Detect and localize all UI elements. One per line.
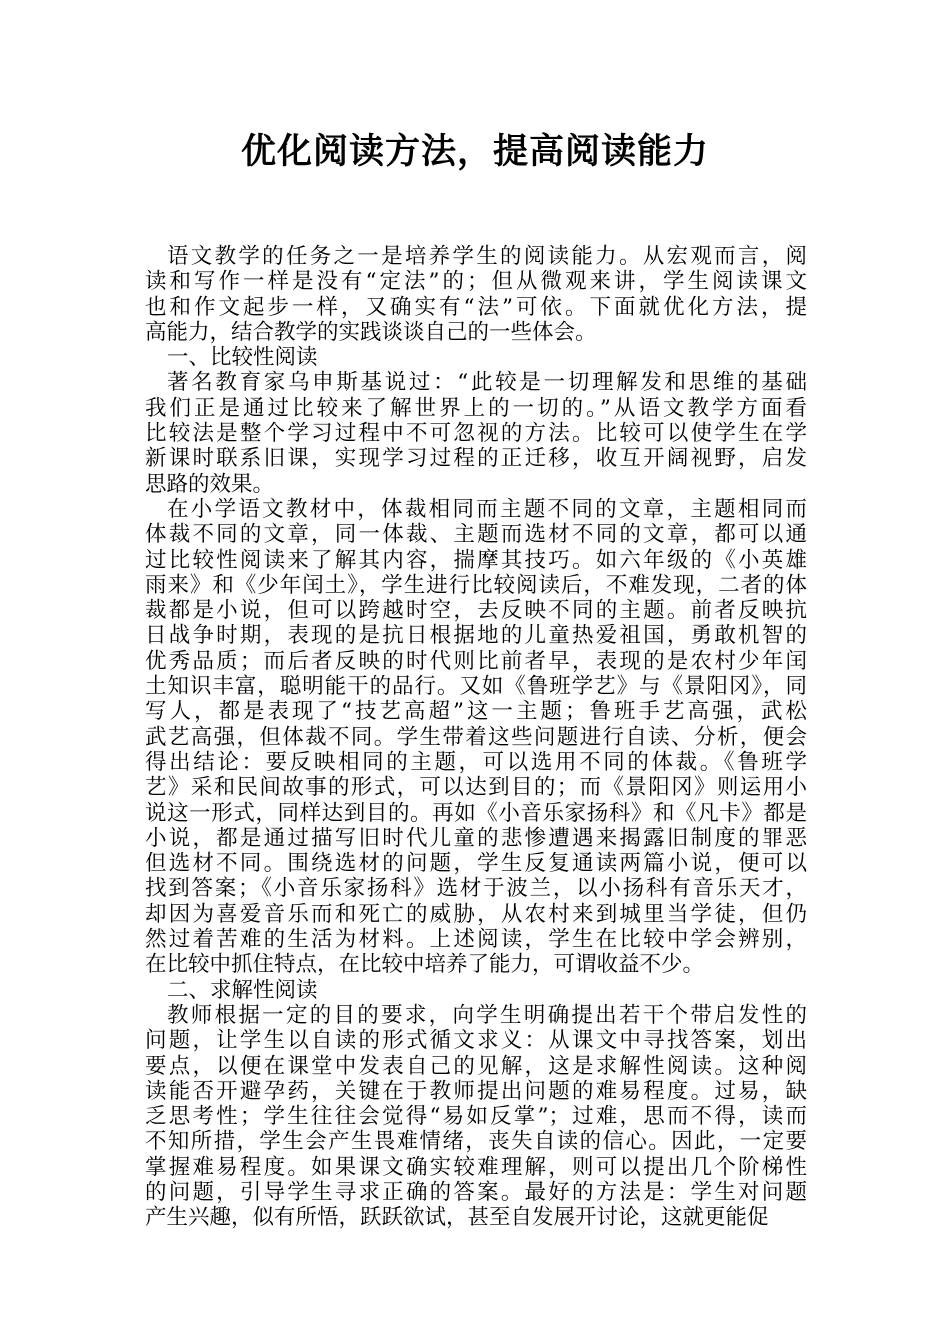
text-line: 产生兴趣，似有所悟，跃跃欲试，甚至自发展开讨论，这就更能促 <box>145 1205 769 1231</box>
text-line: 要点，以便在课堂中发表自己的见解，这是求解性阅读。这种阅 <box>145 1053 807 1079</box>
text-line: 乏思考性；学生往往会觉得“易如反掌”；过难，思而不得，读而 <box>145 1104 807 1130</box>
text-line: 雨来》和《少年闰土》，学生进行比较阅读后，不难发现，二者的体 <box>145 572 807 598</box>
text-line: 思路的效果。 <box>145 471 275 497</box>
heading-text: 二、求解性阅读 <box>167 977 318 1003</box>
text-line: 但选材不同。围绕选材的问题，学生反复通读两篇小说，便可以 <box>145 851 807 877</box>
text-line: 教师根据一定的目的要求，向学生明确提出若干个带启发性的 <box>167 1002 807 1028</box>
text-line: 然过着苦难的生活为材料。上述阅读，学生在比较中学会辨别， <box>145 927 807 953</box>
text-line: 过比较性阅读来了解其内容，揣摩其技巧。如六年级的《小英雄 <box>145 547 807 573</box>
text-line: 在小学语文教材中，体裁相同而主题不同的文章，主题相同而 <box>167 496 807 522</box>
text-line: 高能力，结合教学的实践谈谈自己的一些体会。 <box>145 319 597 345</box>
section-heading <box>145 978 807 1003</box>
text-line: 却因为喜爱音乐而和死亡的威胁，从农村来到城里当学徒，但仍 <box>145 901 807 927</box>
text-line: 的问题，引导学生寻求正确的答案。最好的方法是：学生对问题 <box>145 1179 807 1205</box>
text-line: 不知所措，学生会产生畏难情绪，丧失自读的信心。因此，一定要 <box>145 1129 807 1155</box>
text-line: 日战争时期，表现的是抗日根据地的儿童热爱祖国，勇敢机智的 <box>145 623 807 649</box>
paragraph <box>145 497 807 978</box>
document-body <box>145 244 807 1231</box>
text-line: 裁都是小说，但可以跨越时空，去反映不同的主题。前者反映抗 <box>145 598 807 624</box>
paragraph <box>145 1003 807 1231</box>
text-line: 我们正是通过比较来了解世界上的一切的。”从语文教学方面看 <box>145 395 807 421</box>
paragraph <box>145 370 807 496</box>
text-line: 艺》采和民间故事的形式，可以达到目的；而《景阳冈》则运用小 <box>145 775 807 801</box>
text-line: 找到答案；《小音乐家扬科》选材于波兰，以小扬科有音乐天才， <box>145 876 807 902</box>
text-line: 优秀品质；而后者反映的时代则比前者早，表现的是农村少年闰 <box>145 648 807 674</box>
text-line: 在比较中抓住特点，在比较中培养了能力，可谓收益不少。 <box>145 952 705 978</box>
text-line: 比较法是整个学习过程中不可忽视的方法。比较可以使学生在学 <box>145 421 807 447</box>
text-line: 得出结论：要反映相同的主题，可以选用不同的体裁。《鲁班学 <box>145 749 807 775</box>
text-line: 读和写作一样是没有“定法”的；但从微观来讲，学生阅读课文 <box>145 269 807 295</box>
text-line: 读能否开避孕药，关键在于教师提出问题的难易程度。过易，缺 <box>145 1078 807 1104</box>
text-line: 著名教育家乌申斯基说过：“此较是一切理解发和思维的基础 <box>167 370 807 396</box>
text-line: 也和作文起步一样，又确实有“法”可依。下面就优化方法，提 <box>145 294 807 320</box>
text-line: 武艺高强，但体裁不同。学生带着这些问题进行自读、分析，便会 <box>145 724 807 750</box>
text-line: 语文教学的任务之一是培养学生的阅读能力。从宏观而言，阅 <box>167 244 807 269</box>
text-line: 体裁不同的文章，同一体裁、主题而选材不同的文章，都可以通 <box>145 522 807 548</box>
text-line: 新课时联系旧课，实现学习过程的正迁移，收互开阔视野，启发 <box>145 446 807 472</box>
paragraph <box>145 244 807 345</box>
text-line: 写人，都是表现了“技艺高超”这一主题；鲁班手艺高强，武松 <box>145 699 807 725</box>
text-line: 掌握难易程度。如果课文确实较难理解，则可以提出几个阶梯性 <box>145 1154 807 1180</box>
text-line: 土知识丰富，聪明能干的品行。又如《鲁班学艺》与《景阳冈》，同 <box>145 674 807 700</box>
text-line: 说这一形式，同样达到目的。再如《小音乐家扬科》和《凡卡》都是 <box>145 800 807 826</box>
document-title: 优化阅读方法，提高阅读能力 <box>240 132 709 172</box>
section-heading <box>145 345 807 370</box>
heading-text: 一、比较性阅读 <box>167 345 318 371</box>
text-line: 问题，让学生以自读的形式循文求义：从课文中寻找答案，划出 <box>145 1028 807 1054</box>
text-line: 小说，都是通过描写旧时代儿童的悲惨遭遇来揭露旧制度的罪恶 <box>145 825 807 851</box>
